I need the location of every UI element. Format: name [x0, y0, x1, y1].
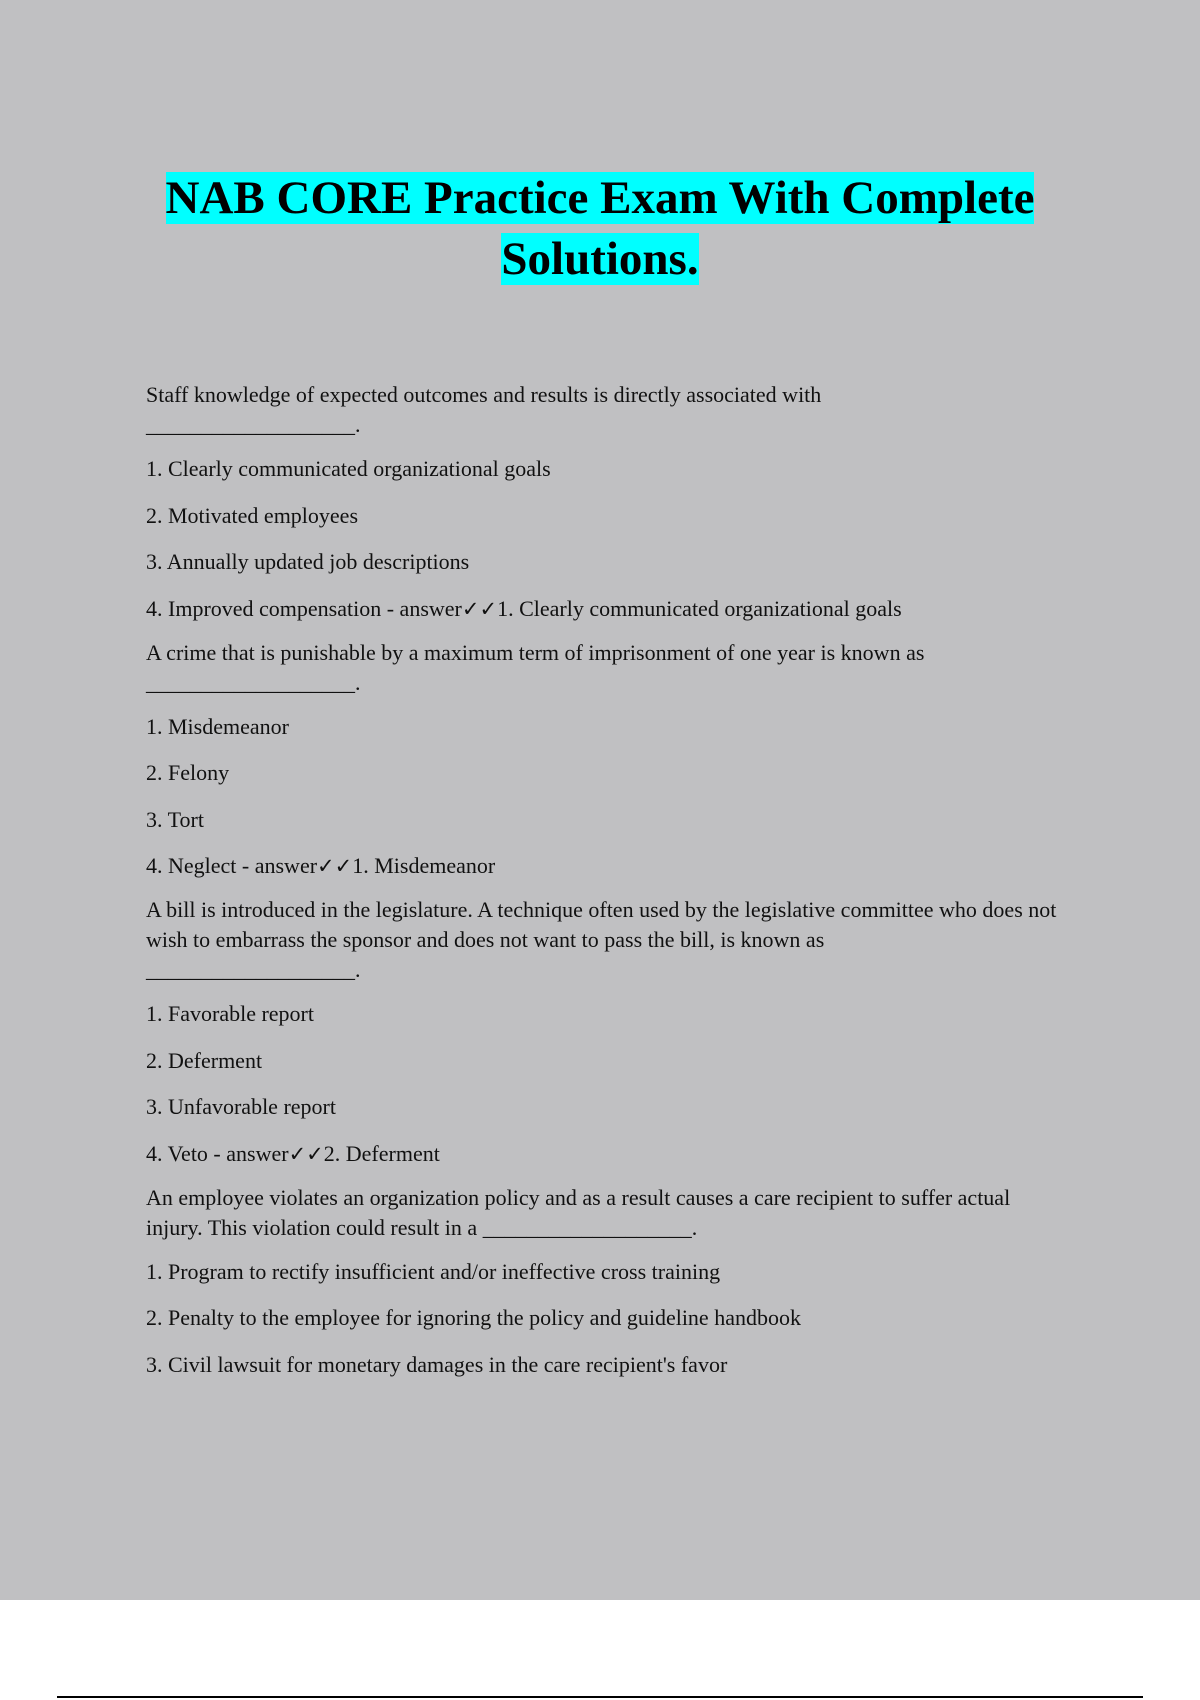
option: 2. Penalty to the employee for ignoring the policy and guideline handbook — [146, 1305, 801, 1330]
checkmark-icon: ✓✓ — [317, 854, 353, 878]
answer-text: 1. Misdemeanor — [352, 853, 496, 878]
option: 1. Clearly communicated organizational goals — [146, 456, 551, 481]
option: 3. Annually updated job descriptions — [146, 549, 470, 574]
answer-blank: ___________________. — [482, 1214, 698, 1240]
answer-blank: ___________________. — [146, 957, 361, 982]
option: 2. Felony — [146, 760, 230, 785]
option: 1. Favorable report — [146, 1001, 314, 1026]
option: 3. Tort — [146, 806, 204, 832]
option-with-answer: 4. Neglect - answer✓✓1. Misdemeanor — [146, 853, 496, 878]
option: 2. Deferment — [146, 1047, 263, 1073]
answer-text: 1. Clearly communicated organizational goals — [497, 595, 902, 621]
question-prompt: Staff knowledge of expected outcomes and results is directly associated with ___________________. — [146, 380, 1066, 440]
option-with-answer: 4. Veto - answer✓✓2. Deferment — [146, 1140, 440, 1166]
option: 3. Unfavorable report — [146, 1094, 336, 1119]
checkmark-icon: ✓✓ — [288, 1141, 324, 1166]
question-prompt: An employee violates an organization policy and as a result causes a care recipient to suffer actual injury. This violation could result in a ___________________. — [146, 1183, 1066, 1243]
question-prompt: A crime that is punishable by a maximum term of imprisonment of one year is known as ___________________. — [146, 638, 1066, 698]
option: 2. Motivated employees — [146, 502, 359, 528]
page-title — [0, 168, 1200, 290]
answer-blank: ___________________. — [146, 412, 361, 437]
option-with-answer: 4. Improved compensation - answer✓✓1. Clearly communicated organizational goals — [146, 595, 902, 621]
question-prompt: A bill is introduced in the legislature. A technique often used by the legislative committee who does not wish to embarrass the sponsor and does not want to pass the bill, is known as ___________________. — [146, 895, 1066, 985]
answer-text: 2. Deferment — [323, 1140, 440, 1166]
option: 3. Civil lawsuit for monetary damages in the care recipient's favor — [146, 1351, 728, 1377]
answer-blank: ___________________. — [146, 669, 361, 695]
footer-divider — [57, 1696, 1143, 1698]
question-list — [146, 380, 1066, 1396]
title-line-2: Solutions. — [501, 233, 699, 285]
title-line-1: NAB CORE Practice Exam With Complete — [165, 172, 1035, 224]
option: 1. Misdemeanor — [146, 713, 289, 739]
option: 1. Program to rectify insufficient and/or ineffective cross training — [146, 1258, 721, 1284]
checkmark-icon: ✓✓ — [461, 596, 498, 621]
